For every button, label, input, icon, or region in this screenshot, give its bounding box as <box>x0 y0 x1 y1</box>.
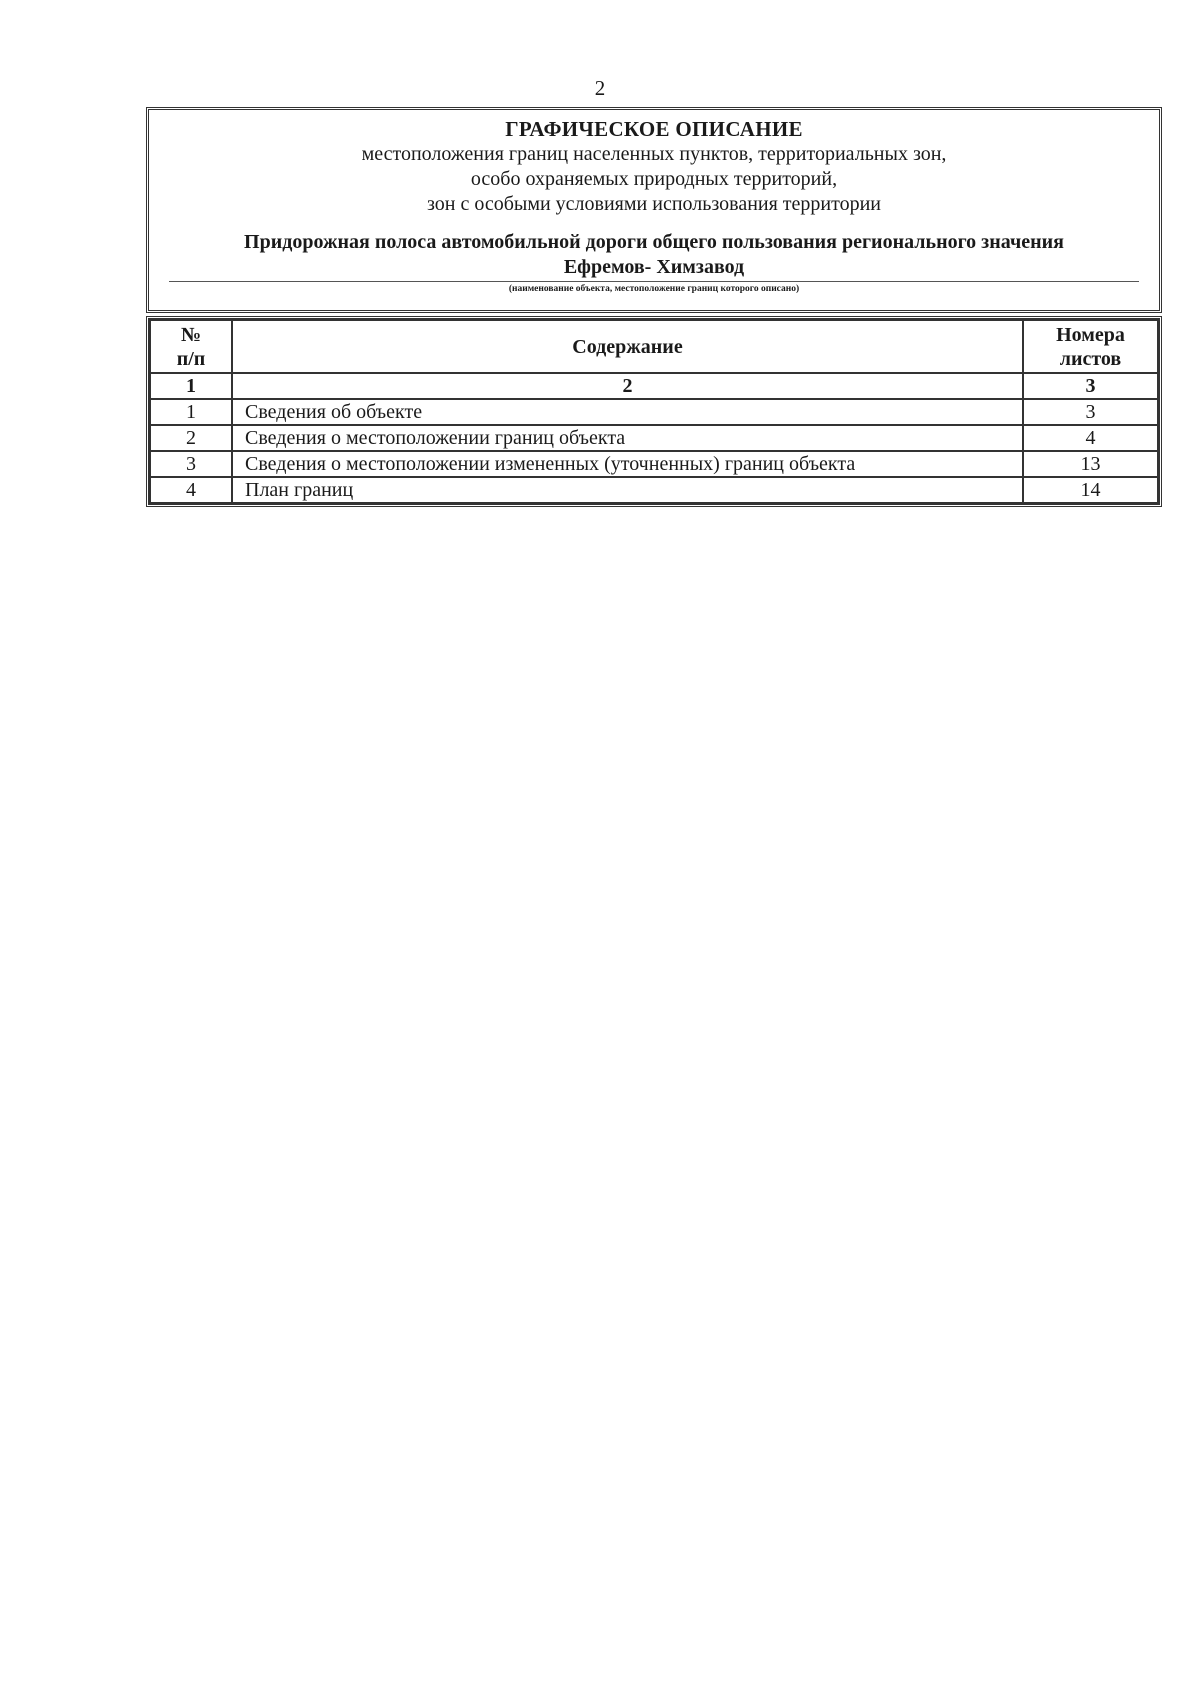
row-num: 4 <box>150 477 232 503</box>
object-name-underline <box>169 281 1139 282</box>
header-pages-line-2: листов <box>1059 347 1122 370</box>
column-number-1: 1 <box>150 373 232 399</box>
table-row <box>150 425 1158 451</box>
header-pages-line-1: Номера <box>1056 323 1125 346</box>
row-pages: 14 <box>1023 477 1158 503</box>
title-block <box>146 107 1162 313</box>
table-header-row <box>150 320 1158 373</box>
header-num-line-2: п/п <box>176 347 206 370</box>
table-row <box>150 477 1158 503</box>
row-num: 3 <box>150 451 232 477</box>
table-row <box>150 451 1158 477</box>
row-content: Сведения о местоположении границ объекта <box>232 425 1023 451</box>
column-number-3: 3 <box>1023 373 1158 399</box>
table-row <box>150 399 1158 425</box>
row-num: 2 <box>150 425 232 451</box>
object-name-line-2: Ефремов- Химзавод <box>563 256 745 278</box>
row-pages: 13 <box>1023 451 1158 477</box>
row-content: Сведения об объекте <box>232 399 1023 425</box>
row-pages: 3 <box>1023 399 1158 425</box>
subtitle-line-3: зон с особыми условиями использования территории <box>426 193 882 215</box>
page-number: 2 <box>594 76 606 100</box>
document-title: ГРАФИЧЕСКОЕ ОПИСАНИЕ <box>505 117 803 141</box>
header-content: Содержание <box>232 320 1023 373</box>
row-num: 1 <box>150 399 232 425</box>
document-frame <box>146 107 1162 507</box>
subtitle-line-1: местоположения границ населенных пунктов, территориальных зон, <box>361 143 947 165</box>
row-content: Сведения о местоположении измененных (уточненных) границ объекта <box>232 451 1023 477</box>
header-num <box>150 320 232 373</box>
object-caption: (наименование объекта, местоположение границ которого описано) <box>508 284 800 294</box>
column-number-row <box>150 373 1158 399</box>
toc-table <box>149 319 1159 504</box>
header-pages <box>1023 320 1158 373</box>
toc-table-wrapper <box>146 316 1162 507</box>
subtitle-line-2: особо охраняемых природных территорий, <box>470 168 838 190</box>
row-content: План границ <box>232 477 1023 503</box>
object-name-line-1: Придорожная полоса автомобильной дороги общего пользования регионального значения <box>244 231 1064 253</box>
column-number-2: 2 <box>232 373 1023 399</box>
header-num-line-1: № <box>180 323 202 346</box>
row-pages: 4 <box>1023 425 1158 451</box>
